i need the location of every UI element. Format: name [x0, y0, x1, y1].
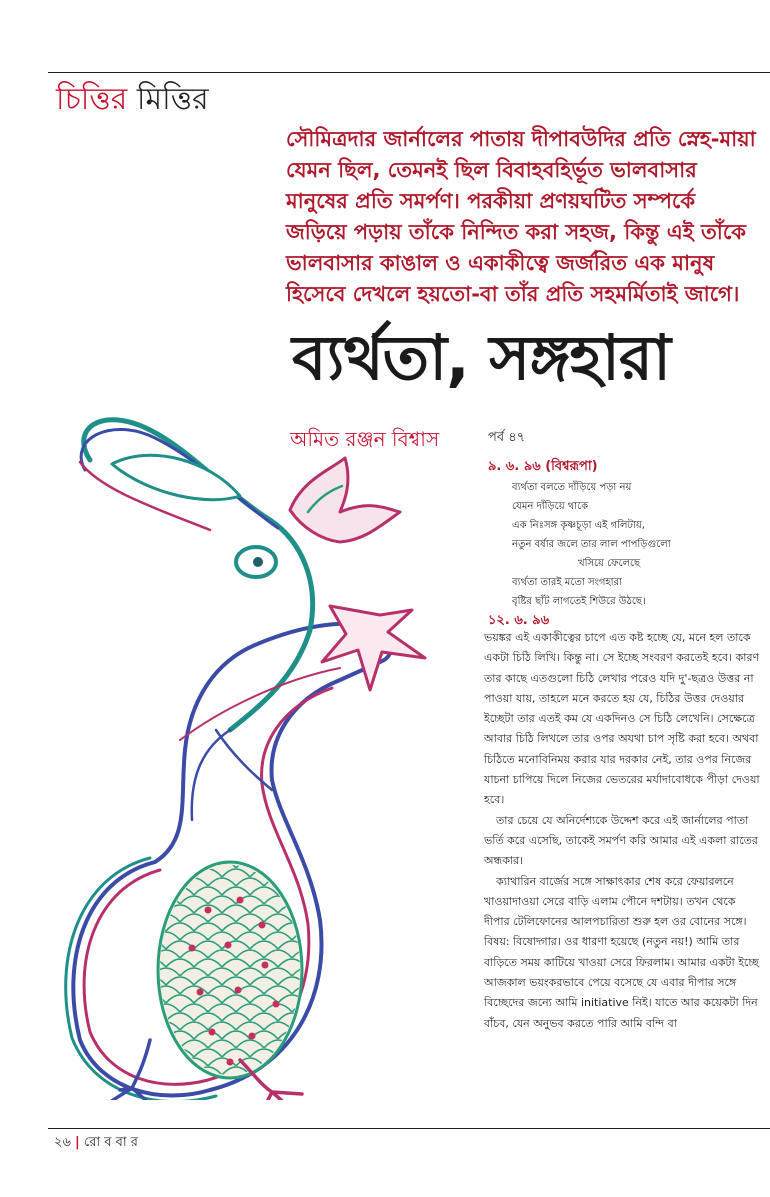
- bottom-rule: [48, 1128, 770, 1129]
- top-rule: [48, 72, 770, 73]
- author-name: অমিত রঞ্জন বিশ্বাস: [290, 427, 440, 451]
- episode-label: পর্ব ৪৭: [488, 430, 526, 445]
- bird-illustration: [40, 400, 470, 1100]
- body-paragraph: ক্যাথারিন বার্জের সঙ্গে সাক্ষাৎকার শেষ করে ফেয়ারলনে খাওয়াদাওয়া সেরে বাড়ি এলাম পৌনে দশটায়। তখন থেকে দীপার টেলিফোনের আলপচারিতা শুরু হল ওর বোনের সঙ্গে। বিষয়: বিষোদ্গার। ওর ধারণা হয়েছে (নতুন নয়!) আমি তার বাড়িতে সময় কাটিয়ে খাওয়া সেরে ফিরলাম। আমার একটা ইচ্ছে আজকাল ভয়ংকরভাবে পেয়ে বসেছে যে এবার দীপার সঙ্গে বিচ্ছেদের জন্যে আমি initiative নিই। যাতে আর কয়েকটা দিন বাঁচব, যেন অনুভব করতে পারি আমি বন্দি বা: [484, 874, 759, 1030]
- intro-line: মানুষের প্রতি সমর্পণ। পরকীয়া প্রণয়ঘটিত সম্পর্কে: [286, 189, 696, 213]
- poem-line: ব্যর্থতা বলতে দাঁড়িয়ে পড়া নয়: [512, 482, 632, 493]
- journal-body: [484, 628, 760, 1034]
- poem-line: এক নিঃসঙ্গ কৃষ্ণচূড়া এই গলিটায়,: [512, 520, 645, 531]
- page-number: ২৬: [54, 1135, 71, 1150]
- intro-line: যেমন ছিল, তেমনই ছিল বিবাহবহির্ভূত ভালবাসার: [286, 158, 697, 182]
- intro-line: জড়িয়ে পড়ায় তাঁকে নিন্দিত করা সহজ, কিন্তু এই তাঁকে: [286, 220, 746, 244]
- magazine-name: রো ব বা র: [83, 1135, 138, 1150]
- poem: [512, 478, 762, 611]
- page-footer: [54, 1134, 138, 1152]
- intro-line: ভালবাসার কাঙাল ও একাকীত্বে জর্জরিত এক মানুষ: [286, 251, 715, 275]
- article-headline: ব্যর্থতা, সঙ্গহারা: [292, 321, 670, 394]
- poem-line: যেমন দাঁড়িয়ে থাকে: [512, 501, 589, 512]
- poem-line: নতুন বর্ষার জলে তার লাল পাপড়িগুলো: [512, 539, 671, 550]
- section-title: [56, 80, 209, 120]
- body-paragraph: ভয়ঙ্কর এই একাকীত্বের চাপে এত কষ্ট হচ্ছে যে, মনে হল তাকে একটা চিঠি লিখি। কিন্তু না। সে ইচ্ছে সংবরণ করতেই হবে। কারণ তার কাছে এতগুলো চিঠি লেখার পরেও যদি দু'-ছত্রও উত্তর না পাওয়া যায়, তাহলে মনে করতে হয় যে, চিঠির উত্তর দেওয়ার ইচ্ছেটা তার এতই কম যে একদিনও সে চিঠি লেখেনি। সেক্ষেত্রে আবার চিঠি লিখলে তার ওপর অযথা চাপ সৃষ্টি করা হবে। অথবা চিঠিতে মনোবিনিময় করার যার দরকার নেই, তার ওপর নিজের যাচনা চাপিয়ে দিলে নিজের ভেতরের মর্যাদাবোধকে পীড়া দেওয়া হবে।: [484, 631, 760, 807]
- intro-line: সৌমিত্রদার জার্নালের পাতায় দীপাবউদির প্রতি স্নেহ-মায়া: [286, 127, 756, 151]
- footer-separator: |: [75, 1135, 80, 1150]
- section-title-red: চিত্তির: [56, 82, 128, 117]
- intro-line: হিসেবে দেখলে হয়তো-বা তাঁর প্রতি সহমর্মিতাই জাগে।: [286, 282, 740, 306]
- poem-line: বৃষ্টির ছাঁট লাগতেই শিউরে উঠছে।: [512, 596, 646, 607]
- entry-date: ৯. ৬. ৯৬ (বিশ্বরূপা): [488, 459, 598, 474]
- body-paragraph: তার চেয়ে যে অনির্দেশ্যকে উদ্দেশ করে এই জার্নালের পাতা ভর্তি করে এসেছি, তাকেই সমর্পণ করি আমার এই একলা রাতের অন্ধকার।: [484, 813, 758, 868]
- section-title-dark: মিত্তির: [136, 82, 209, 117]
- poem-line: খসিয়ে ফেলেছে: [578, 558, 641, 569]
- entry-date: ১২. ৬. ৯৬: [488, 613, 550, 628]
- poem-line: ব্যর্থতা তারই মতো সংগহারা: [512, 577, 622, 588]
- intro-standfirst: [286, 124, 756, 310]
